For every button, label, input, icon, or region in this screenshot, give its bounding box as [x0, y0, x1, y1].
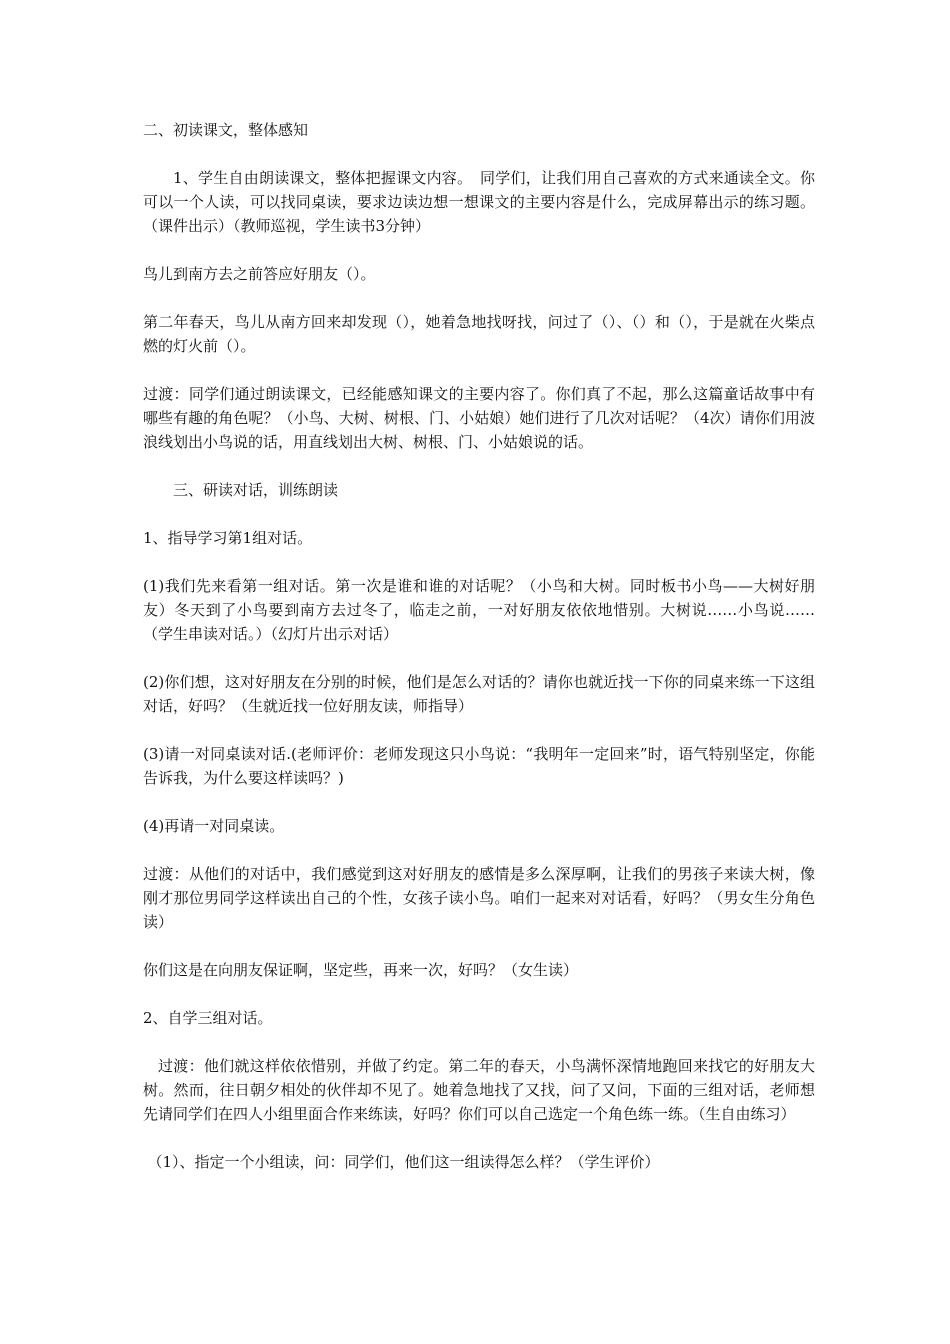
transition-paragraph-1: 过渡：同学们通过朗读课文，已经能感知课文的主要内容了。你们真了不起，那么这篇童话故事中有哪些有趣的角色呢？（小鸟、大树、树根、门、小姑娘）她们进行了几次对话呢？（4次）请你们用波浪线划出小鸟说的话，用直线划出大树、树根、门、小姑娘说的话。	[143, 385, 815, 451]
step-3-paragraph: (3)请一对同桌读对话.(老师评价：老师发现这只小鸟说：“我明年一定回来”时，语气特别坚定，你能告诉我，为什么要这样读吗？)	[143, 745, 815, 787]
encouragement-paragraph: 你们这是在向朋友保证啊，坚定些，再来一次，好吗？（女生读）	[143, 961, 579, 979]
paragraph-read-aloud: 1、学生自由朗读课文，整体把握课文内容。 同学们，让我们用自己喜欢的方式来通读全文。你可以一个人读，可以找同桌读，要求边读边想一想课文的主要内容是什么，完成屏幕出示的练习题。（课件出示）（教师巡视，学生读书3分钟）	[143, 169, 815, 235]
step-4-paragraph: (4)再请一对同桌读。	[143, 817, 285, 835]
document-page	[143, 118, 815, 1198]
group-reading-paragraph: （1）、指定一个小组读，问：同学们，他们这一组读得怎么样？（学生评价）	[147, 1153, 660, 1171]
step-1-paragraph: (1)我们先来看第一组对话。第一次是谁和谁的对话呢？（小鸟和大树。同时板书小鸟——大树好朋友）冬天到了小鸟要到南方去过冬了，临走之前，一对好朋友依依地惜别。大树说……小鸟说……（学生串读对话。）（幻灯片出示对话）	[143, 577, 815, 643]
exercise-line-2: 第二年春天，鸟儿从南方回来却发现（），她着急地找呀找，问过了（）、（）和（），于是就在火柴点燃的灯火前（）。	[143, 313, 815, 355]
transition-paragraph-3: 过渡：他们就这样依依惜别，并做了约定。第二年的春天，小鸟满怀深情地跑回来找它的好朋友大树。然而，往日朝夕相处的伙伴却不见了。她着急地找了又找，问了又问，下面的三组对话，老师想先请同学们在四人小组里面合作来练读，好吗？你们可以自己选定一个角色练一练。（生自由练习）	[143, 1057, 815, 1123]
section-heading-2: 二、初读课文，整体感知	[143, 121, 309, 139]
step-2-paragraph: (2)你们想，这对好朋友在分别的时候，他们是怎么对话的？请你也就近找一下你的同桌来练一下这组对话，好吗？（生就近找一位好朋友读，师指导）	[143, 673, 815, 715]
section-heading-3: 三、研读对话，训练朗读	[173, 481, 339, 499]
transition-paragraph-2: 过渡：从他们的对话中，我们感觉到这对好朋友的感情是多么深厚啊，让我们的男孩子来读大树，像刚才那位男同学这样读出自己的个性，女孩子读小鸟。咱们一起来对对话看，好吗？（男女生分角色读）	[143, 865, 815, 931]
subsection-heading-1: 1、指导学习第1组对话。	[143, 529, 313, 547]
subsection-heading-2: 2、自学三组对话。	[143, 1009, 273, 1027]
exercise-line-1: 鸟儿到南方去之前答应好朋友（）。	[143, 265, 376, 283]
